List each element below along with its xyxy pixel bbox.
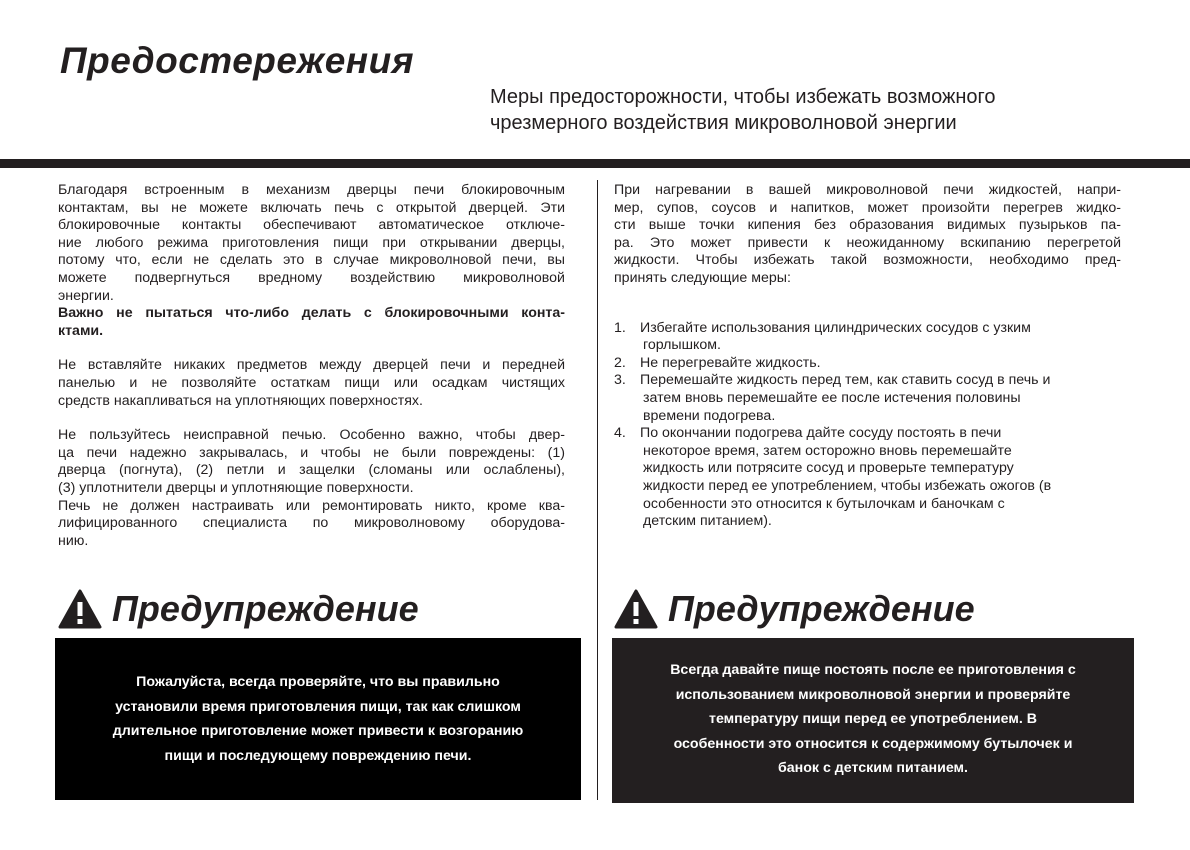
warning-text-line: температуру пищи перед ее употреблением. В — [709, 711, 1037, 727]
text-line: блокировочные контакты обеспечивают автоматическое отключе- — [58, 217, 565, 234]
list-number: 1. — [614, 319, 626, 336]
warning-text-line: особенности это относится к содержимому бутылочек и — [673, 735, 1073, 752]
list-number: 4. — [614, 425, 626, 442]
warning-triangle-icon — [58, 589, 102, 629]
page-title: Предостережения — [60, 40, 415, 81]
text-line: жидкости. Чтобы избежать такой возможности, необходимо пред- — [614, 252, 1121, 269]
text-line: можете подвергнуться вредному воздействию микроволновой — [58, 269, 565, 286]
warning-box-left — [55, 638, 581, 800]
paragraph — [58, 357, 565, 410]
text-line: энергии. — [58, 287, 114, 304]
text-line: ра. Это может привести к неожиданному вскипанию перегретой — [614, 234, 1121, 251]
text-line: средств накапливаться на уплотняющих поверхностях. — [58, 392, 423, 409]
list-item — [614, 425, 1121, 531]
text-line: сти выше точки кипения без образования видимых пузырьков па- — [614, 217, 1121, 234]
text-line: лифицированного специалиста по микроволновому оборудова- — [58, 515, 565, 532]
warning-title: Предупреждение — [668, 588, 975, 629]
warning-text-line: установили время приготовления пищи, так как слишком — [115, 698, 521, 715]
list-number: 3. — [614, 372, 626, 389]
bold-paragraph — [58, 305, 565, 340]
list-item — [614, 372, 1121, 425]
text-line: ца печи надежно закрывалась, и чтобы не были повреждены: (1) — [58, 444, 565, 461]
list-number: 2. — [614, 354, 626, 371]
warning-heading-right — [614, 588, 975, 630]
page-subtitle — [490, 84, 996, 136]
text-line: детским питанием). — [643, 513, 772, 530]
warning-title: Предупреждение — [112, 588, 419, 629]
text-line: ние любого режима приготовления пищи при открывании дверцы, — [58, 234, 565, 251]
text-line: затем вновь перемешайте ее после истечения половины — [643, 389, 1021, 406]
paragraph — [58, 427, 565, 497]
left-column — [58, 182, 565, 567]
warning-text-line: пищи и последующему повреждению печи. — [164, 747, 472, 764]
text-line: потому что, если не сделать это в случае микроволновой печи, вы — [58, 252, 565, 269]
text-line: Избегайте использования цилиндрических сосудов с узким — [640, 319, 1031, 336]
paragraph — [614, 182, 1121, 288]
text-line: мер, супов, соусов и напитков, может произойти перегрев жидко- — [614, 199, 1121, 216]
text-line: жидкость или потрясите сосуд и проверьте температуру — [643, 460, 1014, 477]
warning-box-right — [612, 638, 1134, 803]
right-column — [614, 182, 1121, 531]
text-line: контактам, вы не можете включать печь с открытой дверцей. Эти — [58, 199, 565, 216]
warning-heading-left — [58, 588, 419, 630]
text-line: Перемешайте жидкость перед тем, как ставить сосуд в печь и — [640, 372, 1051, 389]
text-line: панелью и не позволяйте остаткам пищи или осадкам чистящих — [58, 374, 565, 391]
text-line: времени подогрева. — [643, 407, 776, 424]
paragraph — [58, 182, 565, 305]
column-divider — [597, 180, 598, 800]
text-line: некоторое время, затем осторожно вновь перемешайте — [643, 442, 1012, 459]
text-line: нию. — [58, 532, 89, 549]
text-line: ктами. — [58, 322, 104, 339]
subtitle-line: Меры предосторожности, чтобы избежать возможного — [490, 86, 996, 108]
text-line: Не вставляйте никаких предметов между дверцей печи и передней — [58, 357, 565, 374]
warning-text-line: банок с детским питанием. — [778, 760, 968, 776]
warning-text-line: Пожалуйста, всегда проверяйте, что вы правильно — [136, 674, 500, 690]
warning-text-line: длительное приготовление может привести к возгоранию — [112, 723, 524, 739]
text-line: Не перегревайте жидкость. — [640, 354, 821, 371]
list-item — [614, 355, 1121, 373]
text-line: принять следующие меры: — [614, 269, 791, 286]
text-line: дверца (погнута), (2) петли и защелки (сломаны или ослаблены), — [58, 462, 565, 479]
text-line: жидкости перед ее употреблением, чтобы избежать ожогов (в — [643, 477, 1052, 494]
text-line: Печь не должен настраивать или ремонтировать никто, кроме ква- — [58, 497, 565, 514]
text-line: (3) уплотнители дверцы и уплотняющие поверхности. — [58, 479, 414, 496]
text-line: горлышком. — [643, 337, 721, 354]
warning-triangle-icon — [614, 589, 658, 629]
text-line: Не пользуйтесь неисправной печью. Особенно важно, чтобы двер- — [58, 427, 565, 444]
text-line: Важно не пытаться что-либо делать с блокировочными конта- — [58, 305, 565, 322]
header-divider-bar — [0, 159, 1190, 168]
paragraph — [58, 498, 565, 551]
text-line: По окончании подогрева дайте сосуду постоять в печи — [640, 425, 1002, 442]
text-line: Благодаря встроенным в механизм дверцы печи блокировочным — [58, 182, 565, 198]
text-line: особенности это относится к бутылочкам и баночкам с — [643, 495, 1005, 512]
list-item — [614, 320, 1121, 355]
warning-text-line: Всегда давайте пище постоять после ее приготовления с — [670, 662, 1076, 678]
subtitle-line: чрезмерного воздействия микроволновой энергии — [490, 112, 957, 134]
text-line: При нагревании в вашей микроволновой печи жидкостей, напри- — [614, 182, 1121, 198]
warning-text-line: использованием микроволновой энергии и проверяйте — [675, 686, 1071, 703]
